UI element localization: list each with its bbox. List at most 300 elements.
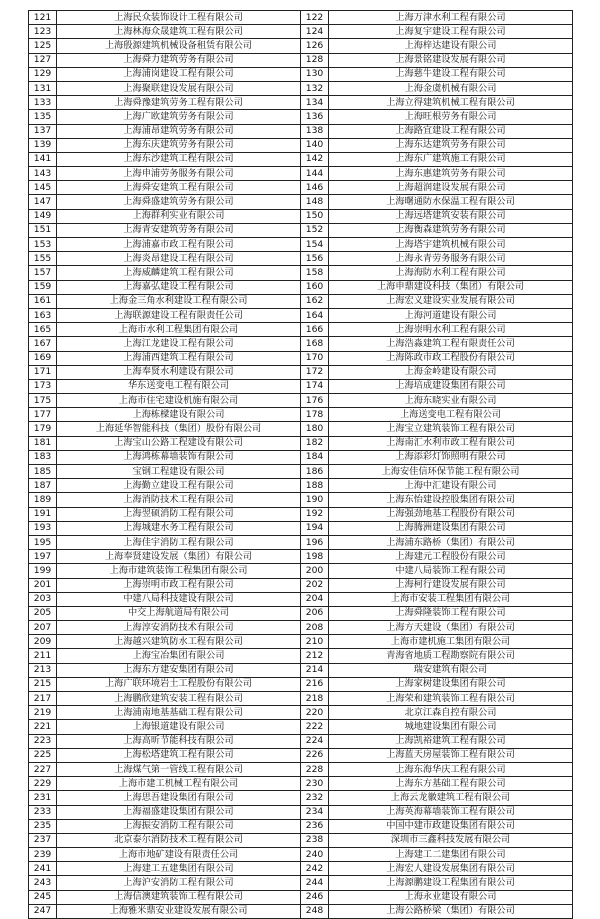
row-number: 248: [301, 904, 329, 918]
company-name: 上海翌硕消防工程有限公司: [57, 507, 301, 521]
row-number: 207: [29, 621, 57, 635]
company-name: 深圳市三鑫科技发展有限公司: [329, 833, 573, 847]
row-number: 131: [29, 81, 57, 95]
company-name: 上海超润建设发展有限公司: [329, 181, 573, 195]
row-number: 154: [301, 238, 329, 252]
company-name: 上海嘉弘建设工程有限公司: [57, 280, 301, 294]
table-row: [29, 238, 573, 252]
row-number: 194: [301, 521, 329, 535]
company-name: 上海市水利工程集团有限公司: [57, 323, 301, 337]
row-number: 122: [301, 11, 329, 25]
company-name: 上海东方基础工程有限公司: [329, 777, 573, 791]
company-name: 上海远塔建筑安装有限公司: [329, 209, 573, 223]
company-name: 上海栋樑建设有限公司: [57, 408, 301, 422]
row-number: 181: [29, 436, 57, 450]
company-name: 上海永业建设有限公司: [329, 890, 573, 904]
row-number: 247: [29, 904, 57, 918]
row-number: 160: [301, 280, 329, 294]
row-number: 216: [301, 677, 329, 691]
company-name: 上海群利实业有限公司: [57, 209, 301, 223]
row-number: 200: [301, 564, 329, 578]
company-name: 上海舜安建筑工程有限公司: [57, 181, 301, 195]
table-row: [29, 535, 573, 549]
company-name: 上海威麟建筑工程有限公司: [57, 266, 301, 280]
company-name: 上海申浦劳务服务有限公司: [57, 167, 301, 181]
company-name: 城地建设集团有限公司: [329, 720, 573, 734]
company-name: 上海金岭建设有限公司: [329, 365, 573, 379]
row-number: 193: [29, 521, 57, 535]
row-number: 243: [29, 876, 57, 890]
row-number: 233: [29, 805, 57, 819]
table-row: [29, 422, 573, 436]
row-number: 201: [29, 578, 57, 592]
company-name: 上海梓达建设有限公司: [329, 39, 573, 53]
company-name: 上海宝立建筑装饰工程有限公司: [329, 422, 573, 436]
row-number: 177: [29, 408, 57, 422]
row-number: 173: [29, 379, 57, 393]
row-number: 144: [301, 167, 329, 181]
company-name: 上海东惠建筑劳务有限公司: [329, 167, 573, 181]
company-name: 上海浦南地基基础工程有限公司: [57, 706, 301, 720]
row-number: 127: [29, 53, 57, 67]
company-name: 上海凯裕建筑工程有限公司: [329, 734, 573, 748]
company-name: 上海旺根劳务有限公司: [329, 110, 573, 124]
row-number: 178: [301, 408, 329, 422]
company-name: 上海鸿栋幕墙装饰有限公司: [57, 450, 301, 464]
company-name: 上海舜盛建筑劳务有限公司: [57, 195, 301, 209]
row-number: 182: [301, 436, 329, 450]
company-name: 上海广联环境岩土工程股份有限公司: [57, 677, 301, 691]
company-name: 上海雅米鼎安业建设发展有限公司: [57, 904, 301, 918]
row-number: 158: [301, 266, 329, 280]
company-name: 上海东怡建设控股集团有限公司: [329, 493, 573, 507]
table-row: [29, 862, 573, 876]
row-number: 219: [29, 706, 57, 720]
row-number: 234: [301, 805, 329, 819]
company-name: 上海东海华庆工程有限公司: [329, 762, 573, 776]
row-number: 214: [301, 663, 329, 677]
row-number: 228: [301, 762, 329, 776]
row-number: 229: [29, 777, 57, 791]
table-row: [29, 876, 573, 890]
row-number: 237: [29, 833, 57, 847]
row-number: 223: [29, 734, 57, 748]
row-number: 206: [301, 606, 329, 620]
company-name: 上海银道建设有限公司: [57, 720, 301, 734]
company-name: 上海东晓实业有限公司: [329, 394, 573, 408]
table-row: [29, 592, 573, 606]
table-row: [29, 167, 573, 181]
row-number: 242: [301, 862, 329, 876]
row-number: 166: [301, 323, 329, 337]
table-row: [29, 890, 573, 904]
table-row: [29, 692, 573, 706]
table-row: [29, 280, 573, 294]
row-number: 125: [29, 39, 57, 53]
row-number: 191: [29, 507, 57, 521]
company-name: 上海东沙建筑工程有限公司: [57, 152, 301, 166]
table-row: [29, 67, 573, 81]
company-name: 上海万津水利工程有限公司: [329, 11, 573, 25]
company-name: 上海东广建筑施工有限公司: [329, 152, 573, 166]
company-name: 上海浩淼建筑工程有限责任公司: [329, 337, 573, 351]
company-name: 上海景铭建设发展有限公司: [329, 53, 573, 67]
company-name: 上海海防水利工程有限公司: [329, 266, 573, 280]
company-name: 上海舜隆装饰工程有限公司: [329, 606, 573, 620]
table-row: [29, 805, 573, 819]
row-number: 168: [301, 337, 329, 351]
table-row: [29, 564, 573, 578]
company-name: 上海宝山公路工程建设有限公司: [57, 436, 301, 450]
company-name: 上海煤气第一管线工程有限公司: [57, 762, 301, 776]
row-number: 133: [29, 96, 57, 110]
row-number: 169: [29, 351, 57, 365]
company-name: 上海添彩灯饰照明有限公司: [329, 450, 573, 464]
row-number: 135: [29, 110, 57, 124]
row-number: 126: [301, 39, 329, 53]
company-name: 上海浦西建筑工程有限公司: [57, 351, 301, 365]
table-row: [29, 337, 573, 351]
row-number: 217: [29, 692, 57, 706]
table-row: [29, 621, 573, 635]
company-name: 上海东方建安集团有限公司: [57, 663, 301, 677]
row-number: 212: [301, 649, 329, 663]
table-row: [29, 365, 573, 379]
row-number: 152: [301, 223, 329, 237]
table-row: [29, 606, 573, 620]
table-row: [29, 450, 573, 464]
table-row: [29, 777, 573, 791]
row-number: 143: [29, 167, 57, 181]
company-name: 上海舜豫建筑劳务工程有限公司: [57, 96, 301, 110]
table-row: [29, 578, 573, 592]
company-name: 上海塔宇建筑机械有限公司: [329, 238, 573, 252]
row-number: 129: [29, 67, 57, 81]
row-number: 205: [29, 606, 57, 620]
company-name: 上海送变电工程有限公司: [329, 408, 573, 422]
company-name: 上海河道建设有限公司: [329, 308, 573, 322]
company-name: 上海宝冶集团有限公司: [57, 649, 301, 663]
table-row: [29, 748, 573, 762]
company-name: 上海东庆建筑劳务有限公司: [57, 138, 301, 152]
company-name: 上海英海幕墙装饰工程有限公司: [329, 805, 573, 819]
company-name: 上海源鹏建设工程集团有限公司: [329, 876, 573, 890]
row-number: 138: [301, 124, 329, 138]
table-row: [29, 479, 573, 493]
row-number: 175: [29, 394, 57, 408]
row-number: 171: [29, 365, 57, 379]
company-name: 上海家树建设集团有限公司: [329, 677, 573, 691]
table-row: [29, 152, 573, 166]
company-name: 上海信澳建筑装饰工程有限公司: [57, 890, 301, 904]
company-name: 上海奉贤建设发展（集团）有限公司: [57, 550, 301, 564]
table-row: [29, 223, 573, 237]
company-name: 上海奉贤水利建设有限公司: [57, 365, 301, 379]
company-name: 上海浦昂建筑劳务有限公司: [57, 124, 301, 138]
row-number: 236: [301, 819, 329, 833]
table-row: [29, 649, 573, 663]
row-number: 230: [301, 777, 329, 791]
company-name: 上海建工五建集团有限公司: [57, 862, 301, 876]
table-row: [29, 706, 573, 720]
row-number: 157: [29, 266, 57, 280]
company-name: 上海方天建设（集团）有限公司: [329, 621, 573, 635]
company-name: 上海金虞机械有限公司: [329, 81, 573, 95]
company-name: 上海陈政市政工程股份有限公司: [329, 351, 573, 365]
row-number: 227: [29, 762, 57, 776]
row-number: 167: [29, 337, 57, 351]
row-number: 199: [29, 564, 57, 578]
company-name: 上海江龙建设工程有限公司: [57, 337, 301, 351]
row-number: 188: [301, 479, 329, 493]
row-number: 153: [29, 238, 57, 252]
row-number: 124: [301, 25, 329, 39]
table-row: [29, 720, 573, 734]
table-row: [29, 465, 573, 479]
row-number: 190: [301, 493, 329, 507]
row-number: 123: [29, 25, 57, 39]
company-name: 华东送变电工程有限公司: [57, 379, 301, 393]
table-row: [29, 635, 573, 649]
company-name: 上海市建机施工集团有限公司: [329, 635, 573, 649]
table-row: [29, 351, 573, 365]
row-number: 221: [29, 720, 57, 734]
row-number: 121: [29, 11, 57, 25]
table-row: [29, 195, 573, 209]
company-name: 上海强劲地基工程股份有限公司: [329, 507, 573, 521]
table-row: [29, 677, 573, 691]
table-row: [29, 436, 573, 450]
row-number: 241: [29, 862, 57, 876]
row-number: 162: [301, 294, 329, 308]
company-name: 上海南汇水利市政工程有限公司: [329, 436, 573, 450]
company-name: 北京江森自控有限公司: [329, 706, 573, 720]
company-name: 上海市建筑装饰工程集团有限公司: [57, 564, 301, 578]
table-row: [29, 848, 573, 862]
row-number: 240: [301, 848, 329, 862]
row-number: 142: [301, 152, 329, 166]
company-name: 上海青安建筑劳务有限公司: [57, 223, 301, 237]
company-name: 上海消防技术工程有限公司: [57, 493, 301, 507]
company-name: 上海淳安消防技术有限公司: [57, 621, 301, 635]
row-number: 192: [301, 507, 329, 521]
company-name: 上海民众装饰设计工程有限公司: [57, 11, 301, 25]
company-name: 中建八局装饰工程有限公司: [329, 564, 573, 578]
row-number: 196: [301, 535, 329, 549]
company-name: 上海曙通防水保温工程有限公司: [329, 195, 573, 209]
company-name: 上海勤立建设工程有限公司: [57, 479, 301, 493]
row-number: 161: [29, 294, 57, 308]
table-row: [29, 39, 573, 53]
row-number: 132: [301, 81, 329, 95]
company-name: 上海广欧建筑劳务有限公司: [57, 110, 301, 124]
table-row: [29, 819, 573, 833]
row-number: 184: [301, 450, 329, 464]
company-name: 上海慈牛建设工程有限公司: [329, 67, 573, 81]
row-number: 183: [29, 450, 57, 464]
row-number: 210: [301, 635, 329, 649]
company-list-table: [28, 10, 573, 919]
company-name: 上海城建水务工程有限公司: [57, 521, 301, 535]
company-name: 上海路宜建设工程有限公司: [329, 124, 573, 138]
company-name: 上海荣和建筑装饰工程有限公司: [329, 692, 573, 706]
row-number: 155: [29, 252, 57, 266]
company-name: 上海松塔建筑工程有限公司: [57, 748, 301, 762]
company-name: 上海振安消防工程有限公司: [57, 819, 301, 833]
company-name: 上海宏人建设发展集团有限公司: [329, 862, 573, 876]
company-name: 上海永青劳务服务有限公司: [329, 252, 573, 266]
table-row: [29, 493, 573, 507]
row-number: 141: [29, 152, 57, 166]
row-number: 186: [301, 465, 329, 479]
company-name: 上海崇明水利工程有限公司: [329, 323, 573, 337]
company-name: 上海柯行建设发展有限公司: [329, 578, 573, 592]
company-name: 中国中建市政建设集团有限公司: [329, 819, 573, 833]
row-number: 159: [29, 280, 57, 294]
company-name: 中交上海航道局有限公司: [57, 606, 301, 620]
table-row: [29, 252, 573, 266]
company-name: 上海高昕节能科技有限公司: [57, 734, 301, 748]
table-row: [29, 124, 573, 138]
company-name: 上海炎昂建设工程有限公司: [57, 252, 301, 266]
row-number: 202: [301, 578, 329, 592]
table-row: [29, 294, 573, 308]
company-name: 上海思吾建设集团有限公司: [57, 791, 301, 805]
table-row: [29, 323, 573, 337]
company-name: 上海福盛建设集团有限公司: [57, 805, 301, 819]
row-number: 136: [301, 110, 329, 124]
table-row: [29, 266, 573, 280]
table-row: [29, 379, 573, 393]
company-name: 上海舜力建筑劳务有限公司: [57, 53, 301, 67]
table-row: [29, 521, 573, 535]
company-name: 瑞安建筑有限公司: [329, 663, 573, 677]
row-number: 130: [301, 67, 329, 81]
table-row: [29, 394, 573, 408]
row-number: 239: [29, 848, 57, 862]
table-row: [29, 408, 573, 422]
company-name: 上海金三角水利建设工程有限公司: [57, 294, 301, 308]
table-row: [29, 25, 573, 39]
row-number: 218: [301, 692, 329, 706]
company-name: 上海佳宇消防工程有限公司: [57, 535, 301, 549]
row-number: 145: [29, 181, 57, 195]
company-name: 上海安佳信环保节能工程有限公司: [329, 465, 573, 479]
company-name: 上海申鼎建设科技（集团）有限公司: [329, 280, 573, 294]
row-number: 189: [29, 493, 57, 507]
company-name: 上海崇明市政工程有限公司: [57, 578, 301, 592]
row-number: 222: [301, 720, 329, 734]
table-row: [29, 663, 573, 677]
row-number: 148: [301, 195, 329, 209]
row-number: 208: [301, 621, 329, 635]
company-list-body: [29, 11, 573, 919]
row-number: 203: [29, 592, 57, 606]
row-number: 220: [301, 706, 329, 720]
company-name: 上海市住宅建设机施有限公司: [57, 394, 301, 408]
company-name: 上海立得建筑机械工程有限公司: [329, 96, 573, 110]
company-name: 北京泰尔消防技术工程有限公司: [57, 833, 301, 847]
company-name: 上海云龙徽建筑工程有限公司: [329, 791, 573, 805]
row-number: 165: [29, 323, 57, 337]
company-name: 上海中汇建设有限公司: [329, 479, 573, 493]
row-number: 147: [29, 195, 57, 209]
row-number: 163: [29, 308, 57, 322]
row-number: 172: [301, 365, 329, 379]
row-number: 211: [29, 649, 57, 663]
table-row: [29, 904, 573, 918]
company-name: 上海市地矿建设有限责任公司: [57, 848, 301, 862]
table-row: [29, 308, 573, 322]
row-number: 140: [301, 138, 329, 152]
row-number: 209: [29, 635, 57, 649]
table-row: [29, 110, 573, 124]
row-number: 146: [301, 181, 329, 195]
row-number: 213: [29, 663, 57, 677]
company-name: 上海建工二建集团有限公司: [329, 848, 573, 862]
company-name: 上海聚联建设发展有限公司: [57, 81, 301, 95]
company-list-sheet: [28, 10, 572, 919]
company-name: 上海市建工机械工程有限公司: [57, 777, 301, 791]
company-name: 青海省地质工程勘察院有限公司: [329, 649, 573, 663]
row-number: 235: [29, 819, 57, 833]
company-name: 上海沪安消防工程有限公司: [57, 876, 301, 890]
company-name: 上海浦岗建设工程有限公司: [57, 67, 301, 81]
row-number: 232: [301, 791, 329, 805]
table-row: [29, 791, 573, 805]
row-number: 156: [301, 252, 329, 266]
company-name: 上海公路桥梁（集团）有限公司: [329, 904, 573, 918]
table-row: [29, 734, 573, 748]
row-number: 180: [301, 422, 329, 436]
row-number: 244: [301, 876, 329, 890]
table-row: [29, 181, 573, 195]
row-number: 215: [29, 677, 57, 691]
row-number: 231: [29, 791, 57, 805]
company-name: 上海联源建设工程有限责任公司: [57, 308, 301, 322]
row-number: 164: [301, 308, 329, 322]
company-name: 上海蓝天房屋装饰工程有限公司: [329, 748, 573, 762]
row-number: 134: [301, 96, 329, 110]
company-name: 上海越兴建筑防水工程有限公司: [57, 635, 301, 649]
company-name: 上海市安装工程集团有限公司: [329, 592, 573, 606]
company-name: 上海鹏欣建筑安装工程有限公司: [57, 692, 301, 706]
company-name: 上海林海众晟建筑工程有限公司: [57, 25, 301, 39]
table-row: [29, 138, 573, 152]
row-number: 185: [29, 465, 57, 479]
table-row: [29, 762, 573, 776]
row-number: 238: [301, 833, 329, 847]
row-number: 195: [29, 535, 57, 549]
company-name: 上海浦嘉市政工程有限公司: [57, 238, 301, 252]
table-row: [29, 209, 573, 223]
row-number: 151: [29, 223, 57, 237]
row-number: 246: [301, 890, 329, 904]
table-row: [29, 833, 573, 847]
table-row: [29, 53, 573, 67]
row-number: 224: [301, 734, 329, 748]
row-number: 204: [301, 592, 329, 606]
company-name: 上海衡森建筑劳务有限公司: [329, 223, 573, 237]
company-name: 上海培成建设集团有限公司: [329, 379, 573, 393]
company-name: 中建八局科技建设有限公司: [57, 592, 301, 606]
row-number: 197: [29, 550, 57, 564]
row-number: 128: [301, 53, 329, 67]
row-number: 137: [29, 124, 57, 138]
company-name: 上海建元工程股份有限公司: [329, 550, 573, 564]
row-number: 245: [29, 890, 57, 904]
table-row: [29, 507, 573, 521]
